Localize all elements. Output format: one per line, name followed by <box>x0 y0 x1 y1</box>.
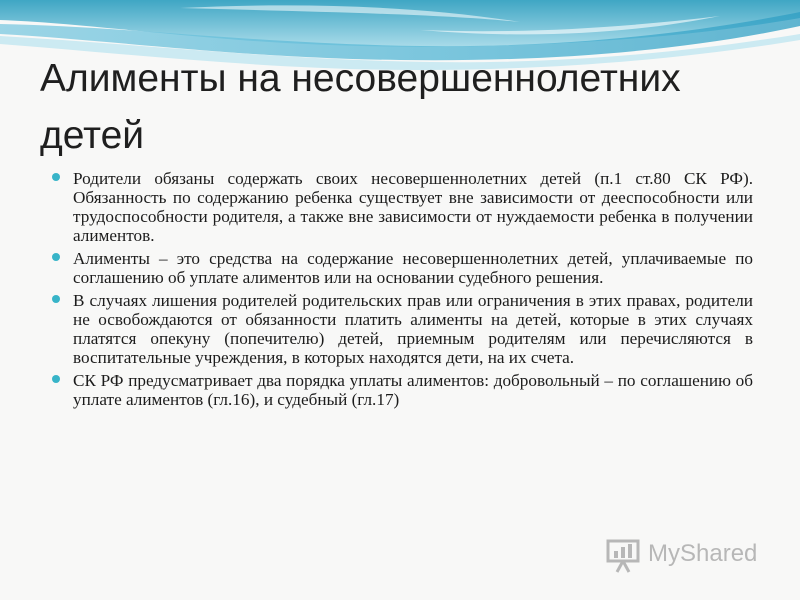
bullet-text: Родители обязаны содержать своих несовершеннолетних детей (п.1 ст.80 СК РФ). Обязанность по содержанию ребенка существует вне зависимости от дееспособности или трудоспособности родителя, а также вне зависимости от нуждаемости ребенка в получении алиментов. <box>73 169 753 245</box>
bullet-list <box>52 169 753 413</box>
bullet-dot-icon <box>52 253 60 261</box>
list-item <box>52 371 753 409</box>
list-item <box>52 291 753 367</box>
list-item <box>52 169 753 245</box>
bullet-text: СК РФ предусматривает два порядка уплаты алиментов: добровольный – по соглашению об уплате алиментов (гл.16), и судебный (гл.17) <box>73 371 753 409</box>
bullet-dot-icon <box>52 173 60 181</box>
bullet-dot-icon <box>52 375 60 383</box>
list-item <box>52 249 753 287</box>
bullet-text: В случаях лишения родителей родительских прав или ограничения в этих правах, родители не освобождаются от обязанности платить алименты на детей, которые в этих случаях платятся опекуну (попечителю) детей, приемным родителям или перечисляются в воспитательные учреждения, в которых находятся дети, на их счета. <box>73 291 753 367</box>
watermark-text: MyShared <box>648 540 758 567</box>
presentation-board-icon <box>606 539 642 573</box>
slide-title: Алименты на несовершеннолетних детей <box>40 57 681 157</box>
bullet-dot-icon <box>52 295 60 303</box>
bullet-text: Алименты – это средства на содержание несовершеннолетних детей, уплачиваемые по соглашению об уплате алиментов или на основании судебного решения. <box>73 249 753 287</box>
watermark <box>606 536 766 576</box>
